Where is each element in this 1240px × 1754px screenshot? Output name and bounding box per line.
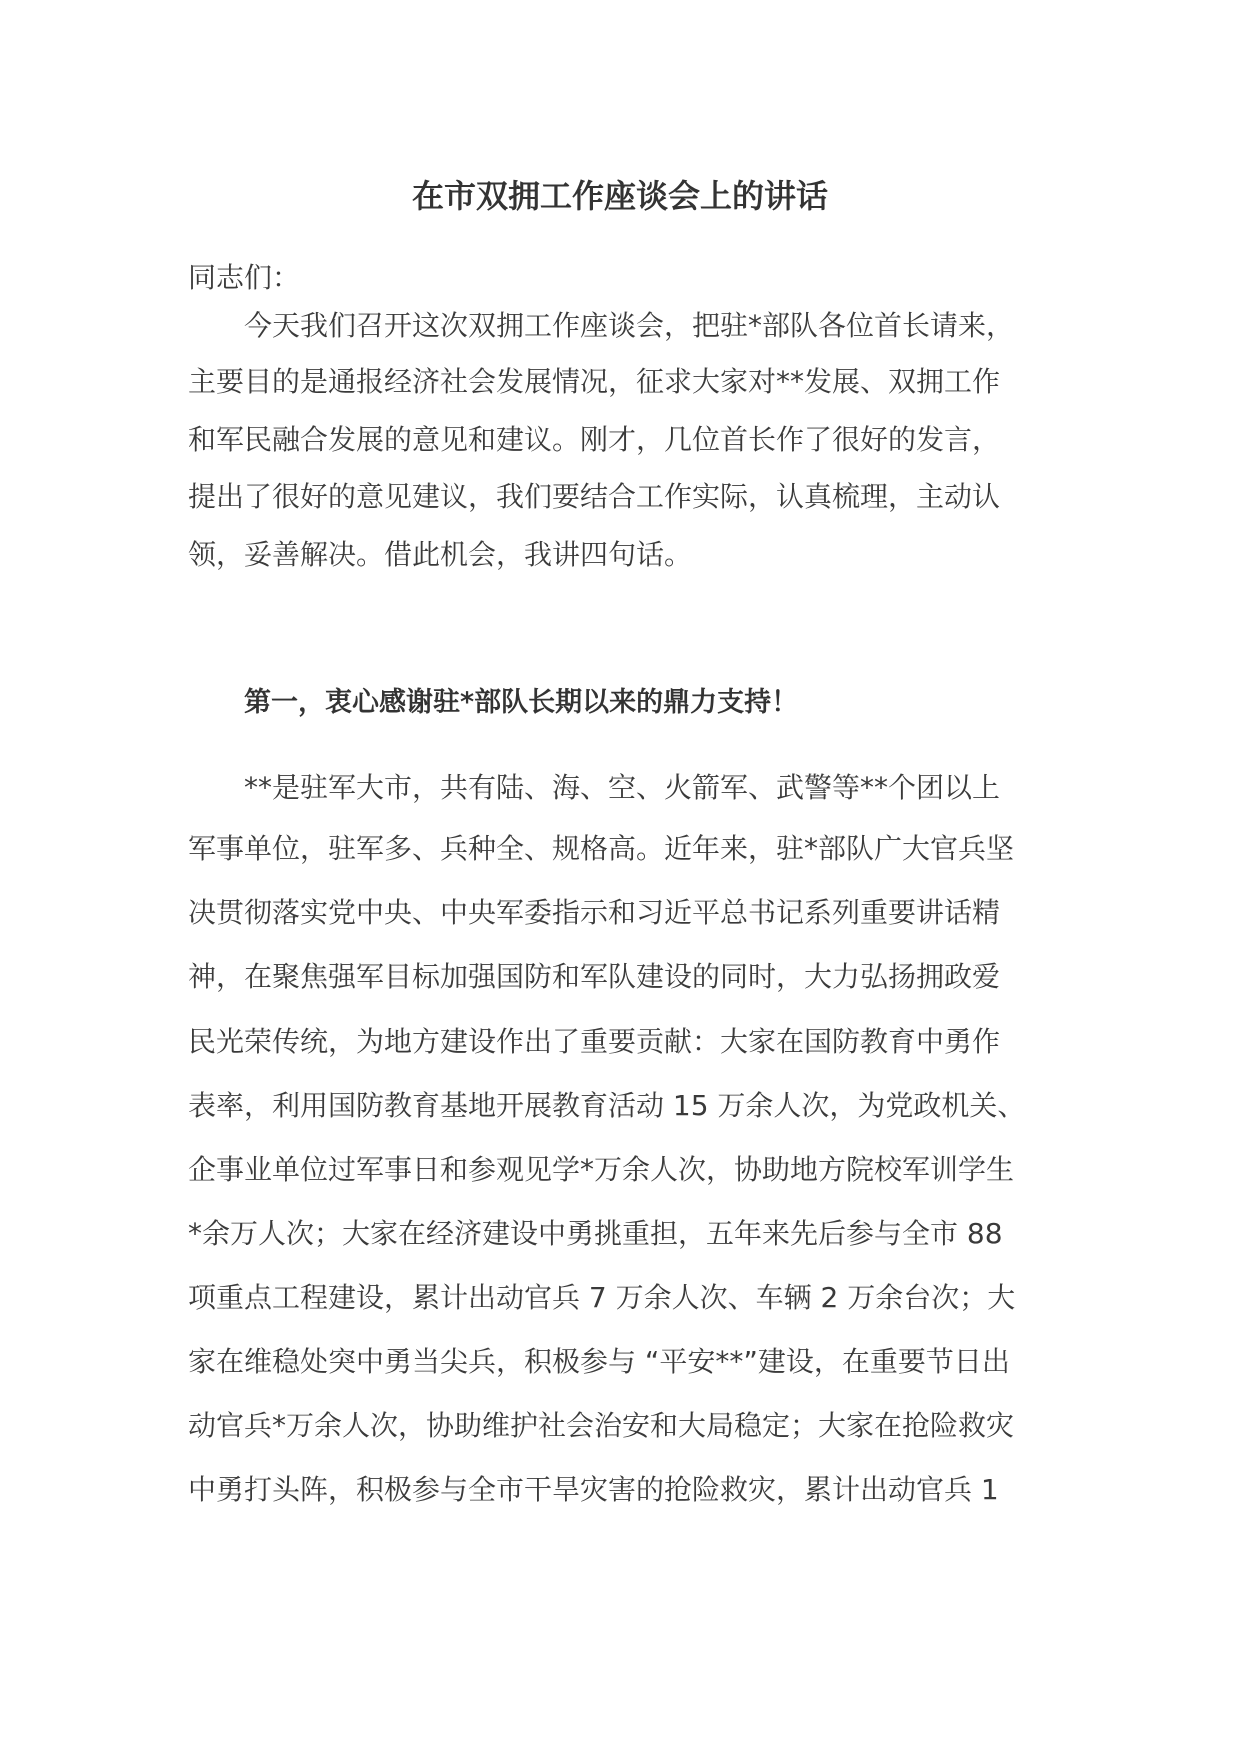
paragraph-line: 领，妥善解决。借此机会，我讲四句话。 [188,538,693,571]
paragraph-line: 今天我们召开这次双拥工作座谈会，把驻*部队各位首长请来， [244,309,1015,342]
paragraph-line: 企事业单位过军事日和参观见学*万余人次，协助地方院校军训学生 [188,1153,1015,1186]
paragraph-line: 主要目的是通报经济社会发展情况，征求大家对**发展、双拥工作 [188,365,1001,398]
paragraph-line: 军事单位，驻军多、兵种全、规格高。近年来，驻*部队广大官兵坚 [188,832,1015,865]
paragraph-line: 项重点工程建设，累计出动官兵 7 万余人次、车辆 2 万余台次；大 [188,1281,1016,1314]
paragraph-line: 提出了很好的意见建议，我们要结合工作实际，认真梳理，主动认 [188,480,1001,513]
section-heading: 第一，衷心感谢驻*部队长期以来的鼎力支持！ [244,687,799,718]
paragraph-line: 表率，利用国防教育基地开展教育活动 15 万余人次，为党政机关、 [188,1089,1026,1122]
paragraph-line: 决贯彻落实党中央、中央军委指示和习近平总书记系列重要讲话精 [188,896,1001,929]
paragraph-line: 民光荣传统，为地方建设作出了重要贡献：大家在国防教育中勇作 [188,1025,1001,1058]
paragraph-line: 家在维稳处突中勇当尖兵，积极参与 “平安**”建设，在重要节日出 [188,1345,1010,1378]
paragraph-line: 中勇打头阵，积极参与全市干旱灾害的抢险救灾，累计出动官兵 1 [188,1473,999,1506]
paragraph-line: 和军民融合发展的意见和建议。刚才，几位首长作了很好的发言， [188,423,1001,456]
paragraph-line: 神，在聚焦强军目标加强国防和军队建设的同时，大力弘扬拥政爱 [188,960,1001,993]
paragraph-line: **是驻军大市，共有陆、海、空、火箭军、武警等**个团以上 [244,771,1001,804]
paragraph-line: 动官兵*万余人次，协助维护社会治安和大局稳定；大家在抢险救灾 [188,1409,1015,1442]
salutation: 同志们： [188,261,301,294]
document-title: 在市双拥工作座谈会上的讲话 [411,177,828,215]
paragraph-line: *余万人次；大家在经济建设中勇挑重担，五年来先后参与全市 88 [188,1217,1003,1250]
